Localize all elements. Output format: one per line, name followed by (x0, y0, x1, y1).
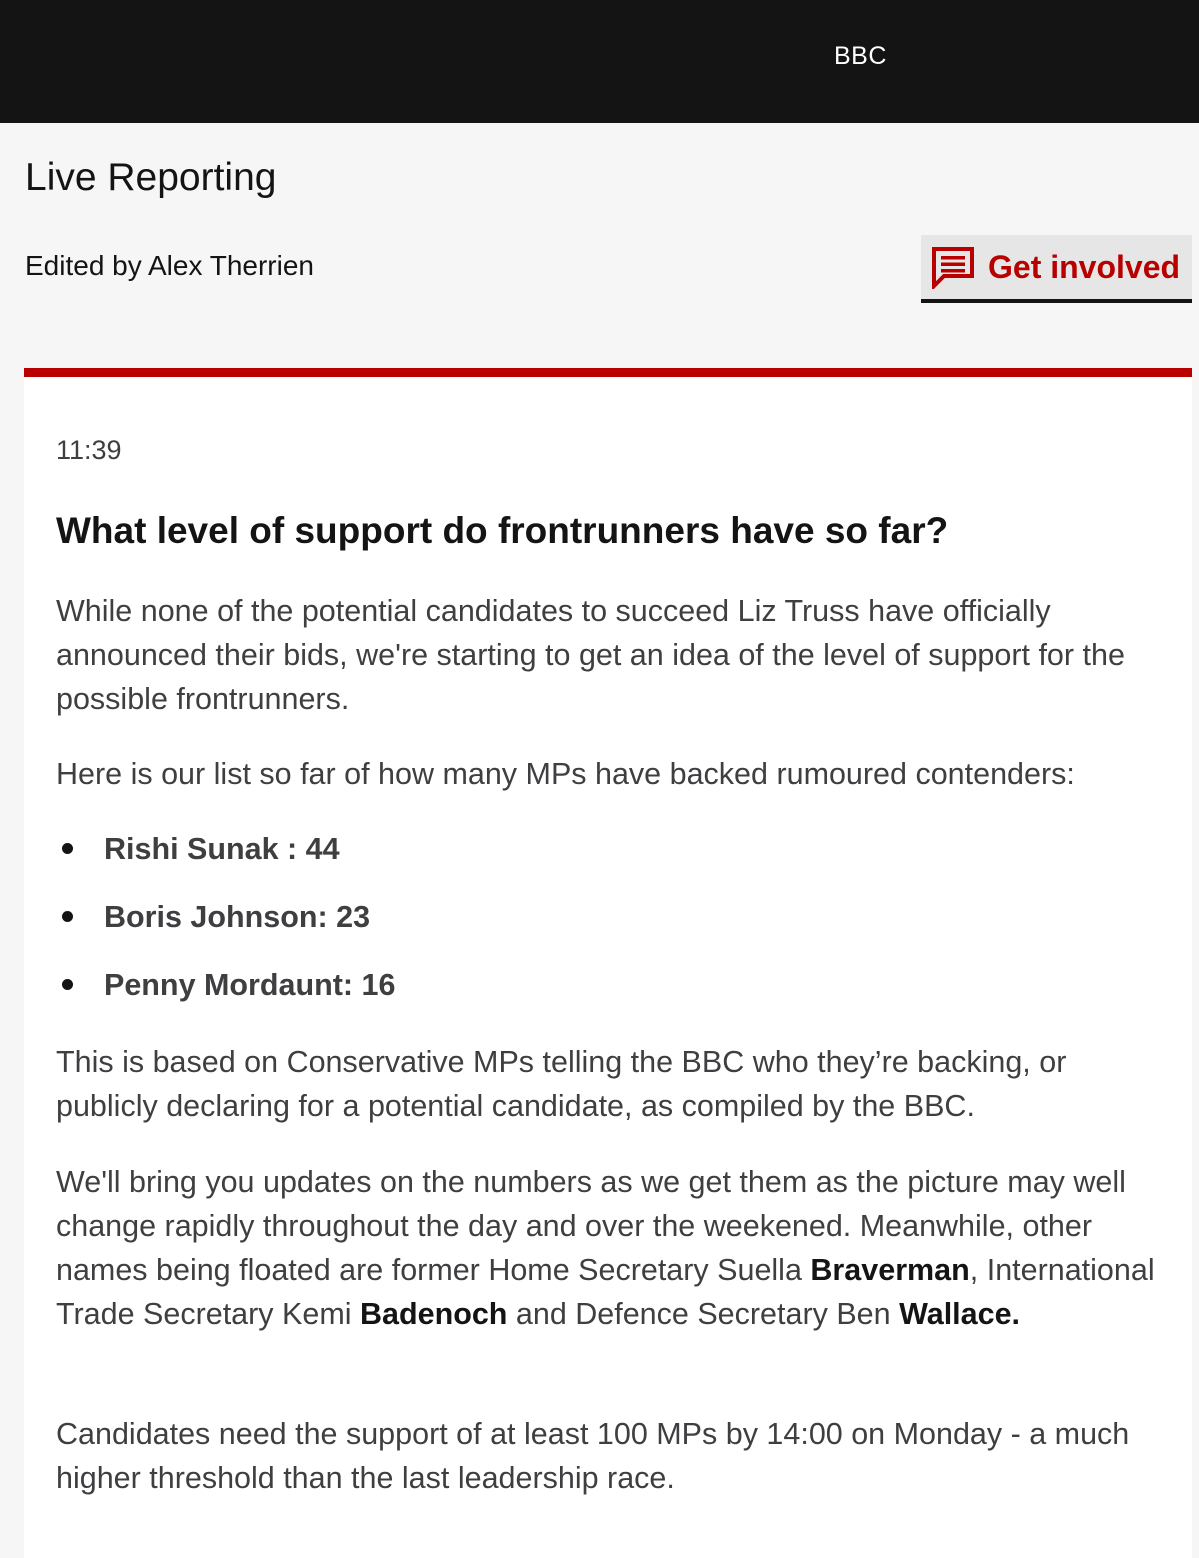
bullet-icon (62, 979, 73, 990)
post-paragraph: Here is our list so far of how many MPs have backed rumoured contenders: (56, 757, 1075, 791)
editor-credit: Edited by Alex Therrien (25, 250, 314, 281)
backers-list (56, 825, 395, 1029)
comment-icon (931, 245, 975, 289)
page-title: Live Reporting (25, 156, 277, 199)
list-item (56, 961, 395, 1029)
list-item-text: Rishi Sunak : 44 (104, 832, 340, 866)
post-timestamp: 11:39 (56, 435, 122, 465)
post-headline: What level of support do frontrunners have so far? (56, 510, 949, 551)
paragraph-text: We'll bring you updates on the numbers as we get them as the picture may well change rapidly throughout the day and over the weekened. Meanwhile, other names being floated are former Home Secretary Suella (56, 1165, 1126, 1287)
list-item-text: Penny Mordaunt: 16 (104, 968, 396, 1002)
site-header (0, 0, 1199, 123)
live-post (24, 368, 1192, 1558)
list-item-text: Boris Johnson: 23 (104, 900, 371, 934)
post-paragraph: This is based on Conservative MPs telling the BBC who they’re backing, or publicly declaring for a potential candidate, as compiled by the BBC. (56, 1045, 1067, 1123)
bold-name: Badenoch (359, 1297, 508, 1331)
bold-name: Wallace. (899, 1297, 1021, 1331)
bbc-logo[interactable]: BBC (834, 42, 887, 70)
get-involved-label: Get involved (988, 248, 1181, 285)
list-item (56, 893, 395, 961)
post-paragraph: While none of the potential candidates to succeed Liz Truss have officially announced their bids, we're starting to get an idea of the level of support for the possible frontrunners. (56, 594, 1125, 716)
paragraph-text: and Defence Secretary Ben (507, 1297, 900, 1331)
post-paragraph: Candidates need the support of at least 100 MPs by 14:00 on Monday - a much higher threshold than the last leadership race. (56, 1417, 1130, 1495)
bold-name: Braverman (810, 1253, 970, 1287)
bullet-icon (62, 911, 73, 922)
paragraph-text: , International Trade Secretary Kemi (56, 1253, 1155, 1331)
bullet-icon (62, 843, 73, 854)
get-involved-button[interactable] (921, 235, 1192, 303)
post-paragraph (56, 1160, 1176, 1336)
list-item (56, 825, 395, 893)
